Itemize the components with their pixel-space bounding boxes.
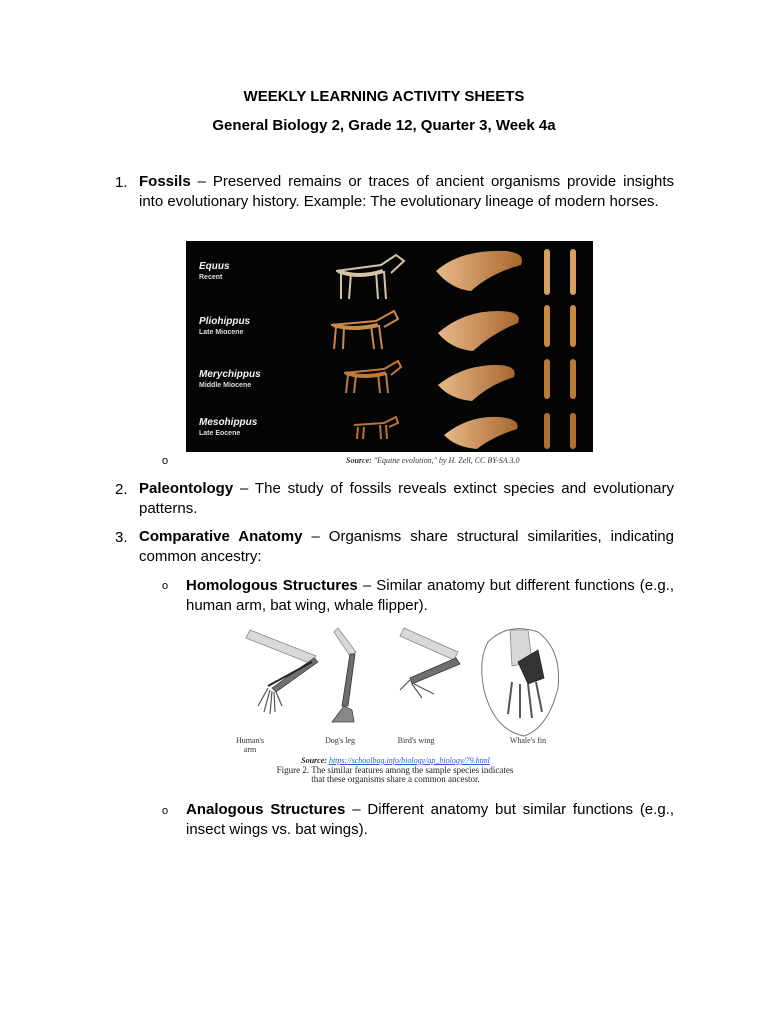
human-arm-label: Human's arm xyxy=(235,736,265,754)
merychippus-limbs xyxy=(544,359,576,399)
pliohippus-limbs xyxy=(544,305,576,347)
row-era: Late Eocene xyxy=(199,430,241,437)
list-item-fossils xyxy=(139,172,674,212)
list-item-comparative-anatomy xyxy=(139,527,674,567)
pliohippus-skeleton xyxy=(331,311,398,349)
homologous-limbs-illustration xyxy=(228,622,563,737)
item-text: – Similar anatomy but different functions (e.g., human arm, bat wing, whale flipper). xyxy=(186,577,674,614)
term-homologous: Homologous Structures xyxy=(186,577,358,594)
figure2-caption-line2: that these organisms share a common ancestor. xyxy=(311,774,480,784)
item-number: 3. xyxy=(115,529,128,546)
bird-wing-label: Bird's wing xyxy=(397,736,435,745)
equus-skeleton xyxy=(336,255,404,299)
figure2-source xyxy=(228,756,563,765)
bullet: o xyxy=(162,805,169,817)
dog-leg-bones xyxy=(332,628,356,722)
equus-limbs xyxy=(544,249,576,295)
merychippus-skeleton xyxy=(344,361,401,393)
row-era: Late Miocene xyxy=(199,329,244,336)
list-item-analogous xyxy=(186,800,674,840)
source-text: "Equine evolution," by H. Zell, CC BY-SA 3.0 xyxy=(371,456,520,465)
row-era: Middle Miocene xyxy=(199,382,252,389)
term-paleontology: Paleontology xyxy=(139,480,234,497)
mesohippus-limbs xyxy=(544,413,576,449)
dog-leg-label: Dog's leg xyxy=(324,736,356,745)
whale-fin-bones xyxy=(482,629,559,736)
row-name: Pliohippus xyxy=(199,316,251,327)
row-name: Merychippus xyxy=(199,369,261,380)
bullet: o xyxy=(162,455,169,467)
row-name: Mesohippus xyxy=(199,417,258,428)
list-item-paleontology xyxy=(139,479,674,519)
human-arm-bones xyxy=(246,630,318,714)
mesohippus-skeleton xyxy=(354,417,398,439)
figure1-source xyxy=(346,456,520,465)
whale-fin-label: Whale's fin xyxy=(509,736,547,745)
bird-wing-bones xyxy=(400,628,460,698)
homologous-structures-figure xyxy=(228,622,563,782)
item-text: – Preserved remains or traces of ancient organisms provide insights into evolutionary history. Example: The evolutionary lineage of modern horses. xyxy=(139,173,674,210)
equus-skull xyxy=(436,251,522,291)
mesohippus-skull xyxy=(444,417,518,449)
item-number: 2. xyxy=(115,481,128,498)
source-label: Source: xyxy=(346,456,372,465)
merychippus-skull xyxy=(438,365,515,401)
pliohippus-skull xyxy=(438,311,519,351)
figure2-caption-line1: Figure 2. The similar features among the sample species indicates xyxy=(276,765,514,775)
source-label: Source: xyxy=(301,756,327,765)
term-fossils: Fossils xyxy=(139,173,191,190)
document-subtitle: General Biology 2, Grade 12, Quarter 3, Week 4a xyxy=(212,117,556,134)
item-text: – Different anatomy but similar functions (e.g., insect wings vs. bat wings). xyxy=(186,801,674,838)
item-text: – The study of fossils reveals extinct species and evolutionary patterns. xyxy=(139,480,674,517)
source-link[interactable]: https://schoolbag.info/biology/ap_biology/79.html xyxy=(328,756,490,765)
row-name: Equus xyxy=(199,261,230,272)
row-era: Recent xyxy=(199,274,223,281)
document-title: WEEKLY LEARNING ACTIVITY SHEETS xyxy=(243,88,525,105)
term-comparative-anatomy: Comparative Anatomy xyxy=(139,528,303,545)
item-text: – Organisms share structural similarities, indicating common ancestry: xyxy=(139,528,674,565)
bullet: o xyxy=(162,580,169,592)
term-analogous: Analogous Structures xyxy=(186,801,346,818)
item-number: 1. xyxy=(115,174,128,191)
horse-evolution-figure xyxy=(186,241,593,452)
list-item-homologous xyxy=(186,576,674,616)
